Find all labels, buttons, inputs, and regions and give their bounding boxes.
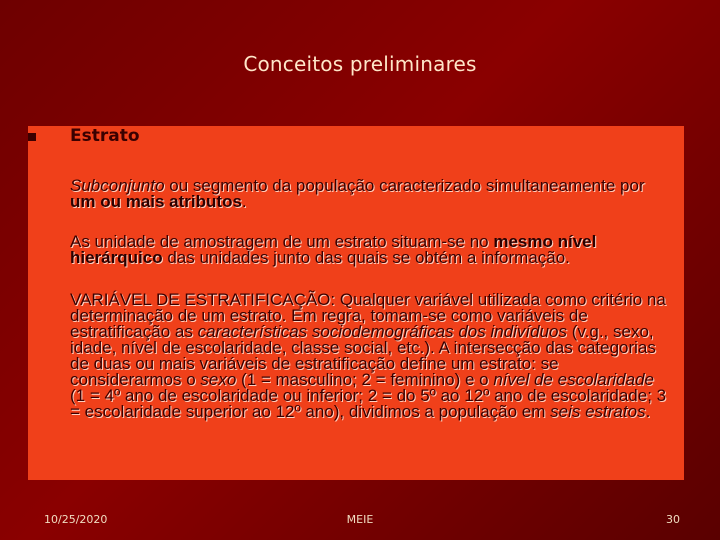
italic-term: sexo	[200, 370, 237, 389]
text-span: (v.g., sexo, idade, nível de escolaridade, classe social, etc.). A intersecção das categorias de duas ou mais variáveis de estratificação define um estrato: se considerarmos o	[70, 322, 656, 389]
text-span: (1 = masculino; 2 = feminino) e o	[236, 370, 494, 389]
sampling-unit-paragraph	[70, 234, 670, 266]
definition-paragraph	[70, 178, 670, 210]
text-span: ou segmento da população caracterizado simultaneamente por	[164, 176, 645, 195]
italic-term: características sociodemográficas dos indivíduos	[197, 322, 568, 341]
footer-date: 10/25/2020	[44, 513, 108, 526]
text-span: (1 = 4º ano de escolaridade ou inferior; 2 = do 5º ao 12º ano de escolaridade; 3 = escolaridade superior ao 12º ano), dividimos a população em	[70, 386, 667, 421]
italic-term: seis estratos	[550, 402, 646, 421]
square-bullet-icon	[28, 133, 36, 141]
bullet-heading: Estrato	[70, 126, 140, 146]
stratification-variable-paragraph	[70, 292, 670, 420]
footer-center-label: MEIE	[346, 513, 374, 526]
bold-term: mesmo nível hierárquico	[70, 232, 597, 267]
bold-term: um ou mais atributos	[70, 192, 242, 211]
text-span: As unidade de amostragem de um estrato situam-se no	[70, 232, 494, 251]
text-span: .	[241, 192, 247, 211]
text-span: das unidades junto das quais se obtém a informação.	[162, 248, 570, 267]
text-span: VARIÁVEL DE ESTRATIFICAÇÃO: Qualquer variável utilizada como critério na determinação de um estrato. Em regra, tomam-se como variáveis de estratificação as	[70, 290, 666, 341]
text-span: .	[645, 402, 651, 421]
slide-content	[30, 128, 680, 420]
bullet-row	[30, 128, 680, 144]
italic-term: Subconjunto	[70, 176, 165, 195]
italic-term: nível de escolaridade	[493, 370, 655, 389]
slide-title: Conceitos preliminares	[243, 52, 477, 76]
footer-page-number: 30	[666, 513, 680, 526]
